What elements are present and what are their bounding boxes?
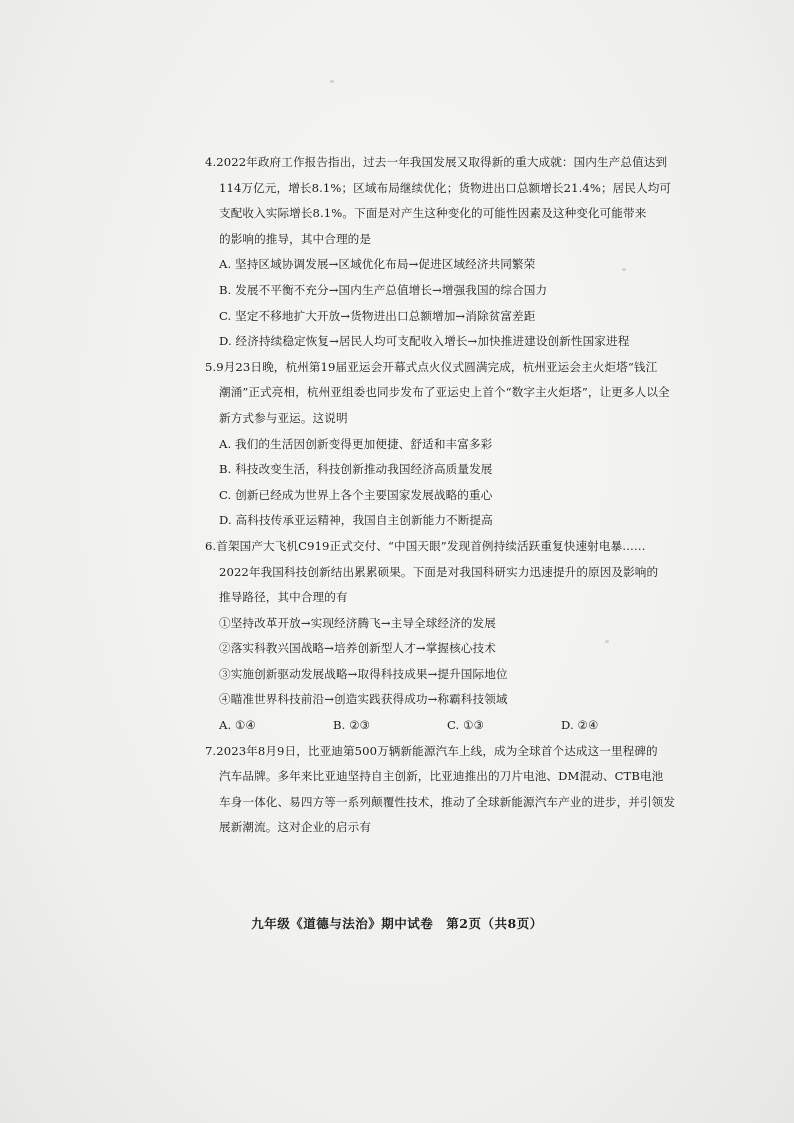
question-4 bbox=[205, 150, 675, 355]
statement-1: ①坚持改革开放→实现经济腾飞→主导全球经济的发展 bbox=[219, 615, 496, 630]
question-6 bbox=[205, 534, 675, 739]
option-b: B. ②③ bbox=[333, 718, 371, 733]
option-d: D. 高科技传承亚运精神，我国自主创新能力不断提高 bbox=[219, 513, 493, 528]
question-text-line: 5.9月23日晚，杭州第19届亚运会开幕式点火仪式圆满完成，杭州亚运会主火炬塔“钱江 bbox=[205, 359, 658, 374]
question-text-line: 2022年我国科技创新结出累累硕果。下面是对我国科研实力迅速提升的原因及影响的 bbox=[219, 564, 659, 579]
question-text-line: 新方式参与亚运。这说明 bbox=[219, 410, 348, 425]
scan-speck bbox=[605, 640, 609, 643]
option-c: C. 坚定不移地扩大开放→货物进出口总额增加→消除贫富差距 bbox=[219, 308, 536, 323]
option-c: C. 创新已经成为世界上各个主要国家发展战略的重心 bbox=[219, 487, 493, 502]
option-b: B. 发展不平衡不充分→国内生产总值增长→增强我国的综合国力 bbox=[219, 282, 548, 297]
question-text-line: 的影响的推导，其中合理的是 bbox=[219, 231, 372, 246]
question-text-line: 114万亿元，增长8.1%；区域布局继续优化；货物进出口总额增长21.4%；居民人均可 bbox=[219, 180, 672, 195]
question-text-line: 汽车品牌。多年来比亚迪坚持自主创新，比亚迪推出的刀片电池、DM混动、CTB电池 bbox=[219, 769, 664, 784]
option-d: D. 经济持续稳定恢复→居民人均可支配收入增长→加快推进建设创新性国家进程 bbox=[219, 334, 630, 349]
question-text-line: 潮涌”正式亮相，杭州亚组委也同步发布了亚运史上首个“数字主火炬塔”，让更多人以全 bbox=[219, 385, 670, 400]
option-b: B. 科技改变生活，科技创新推动我国经济高质量发展 bbox=[219, 462, 493, 477]
scan-speck bbox=[330, 80, 334, 83]
statement-4: ④瞄准世界科技前沿→创造实践获得成功→称霸科技领域 bbox=[219, 692, 508, 707]
question-text-line: 展新潮流。这对企业的启示有 bbox=[219, 820, 372, 835]
scan-speck bbox=[622, 268, 626, 271]
statement-3: ③实施创新驱动发展战略→取得科技成果→提升国际地位 bbox=[219, 666, 508, 681]
question-text-line: 4.2022年政府工作报告指出，过去一年我国发展又取得新的重大成就：国内生产总值达到 bbox=[205, 155, 668, 169]
options-row bbox=[205, 713, 675, 739]
question-text-line: 6.首架国产大飞机C919正式交付、“中国天眼”发现首例持续活跃重复快速射电暴…… bbox=[205, 538, 646, 553]
option-a: A. ①④ bbox=[219, 718, 257, 733]
question-5 bbox=[205, 355, 675, 534]
option-c: C. ①③ bbox=[447, 718, 485, 733]
question-text-line: 推导路径，其中合理的有 bbox=[219, 590, 348, 605]
question-text-line: 7.2023年8月9日，比亚迪第500万辆新能源汽车上线，成为全球首个达成这一里程碑的 bbox=[205, 743, 658, 758]
question-text-line: 支配收入实际增长8.1%。下面是对产生这种变化的可能性因素及这种变化可能带来 bbox=[219, 206, 647, 221]
question-text-line: 车身一体化、易四方等一系列颠覆性技术，推动了全球新能源汽车产业的进步，并引领发 bbox=[219, 794, 676, 809]
option-a: A. 我们的生活因创新变得更加便捷、舒适和丰富多彩 bbox=[219, 436, 493, 451]
option-d: D. ②④ bbox=[561, 718, 599, 733]
option-a: A. 坚持区域协调发展→区域优化布局→促进区域经济共同繁荣 bbox=[219, 257, 536, 272]
statement-2: ②落实科教兴国战略→培养创新型人才→掌握核心技术 bbox=[219, 641, 496, 656]
question-7 bbox=[205, 739, 675, 841]
questions-area bbox=[205, 150, 675, 841]
page-footer: 九年级《道德与法治》期中试卷 第2页（共8页） bbox=[251, 916, 543, 931]
